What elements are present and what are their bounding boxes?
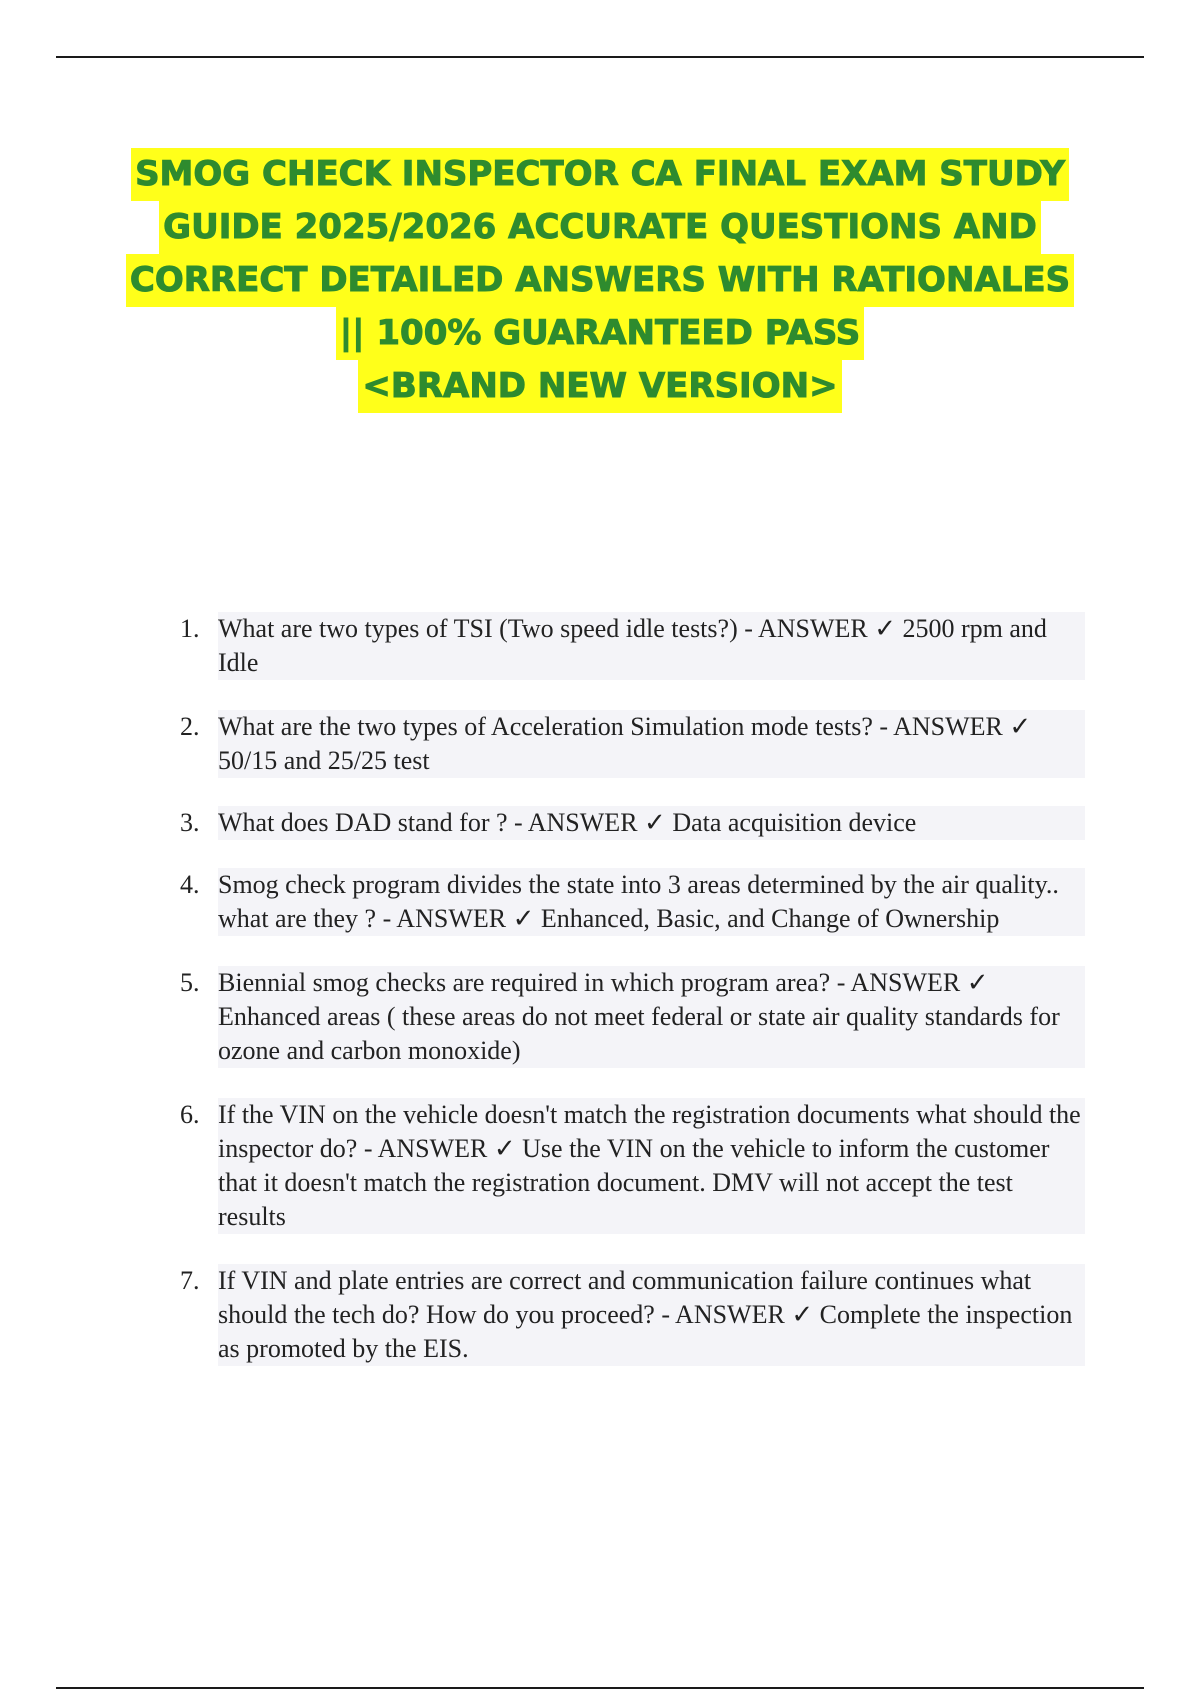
list-item (180, 612, 1085, 680)
list-item (180, 868, 1085, 936)
list-item (180, 966, 1085, 1068)
item-number: 1. (180, 614, 200, 643)
item-number: 3. (180, 808, 200, 837)
item-text: Smog check program divides the state into 3 areas determined by the air quality.. what are they ? - ANSWER ✓ Enhanced, Basic, and Change of Ownership (218, 868, 1085, 936)
item-text: If the VIN on the vehicle doesn't match the registration documents what should the inspector do? - ANSWER ✓ Use the VIN on the vehicle to inform the customer that it doesn't match the registration document. DMV will not accept the test results (218, 1098, 1085, 1234)
item-number: 7. (180, 1266, 200, 1295)
list-item (180, 806, 1085, 840)
item-text: What are the two types of Acceleration Simulation mode tests? - ANSWER ✓ 50/15 and 25/25 test (218, 710, 1085, 778)
title-line-4: || 100% GUARANTEED PASS (336, 307, 865, 360)
list-item (180, 710, 1085, 778)
title-line-5: <BRAND NEW VERSION> (358, 360, 841, 413)
bottom-rule (56, 1687, 1144, 1689)
item-text: Biennial smog checks are required in which program area? - ANSWER ✓ Enhanced areas ( these areas do not meet federal or state air quality standards for ozone and carbon monoxide) (218, 966, 1085, 1068)
item-text: What are two types of TSI (Two speed idle tests?) - ANSWER ✓ 2500 rpm and Idle (218, 612, 1085, 680)
title-line-1: SMOG CHECK INSPECTOR CA FINAL EXAM STUDY (131, 148, 1069, 201)
item-number: 2. (180, 712, 200, 741)
list-item (180, 1098, 1085, 1234)
top-rule (56, 56, 1144, 58)
title-line-3: CORRECT DETAILED ANSWERS WITH RATIONALES (126, 254, 1074, 307)
document-title (100, 148, 1100, 413)
list-item (180, 1264, 1085, 1366)
item-text: If VIN and plate entries are correct and communication failure continues what should the tech do? How do you proceed? - ANSWER ✓ Complete the inspection as promoted by the EIS. (218, 1264, 1085, 1366)
item-number: 6. (180, 1100, 200, 1129)
item-number: 5. (180, 968, 200, 997)
question-answer-list (180, 612, 1085, 1366)
item-text: What does DAD stand for ? - ANSWER ✓ Data acquisition device (218, 806, 1085, 840)
title-line-2: GUIDE 2025/2026 ACCURATE QUESTIONS AND (159, 201, 1041, 254)
item-number: 4. (180, 870, 200, 899)
